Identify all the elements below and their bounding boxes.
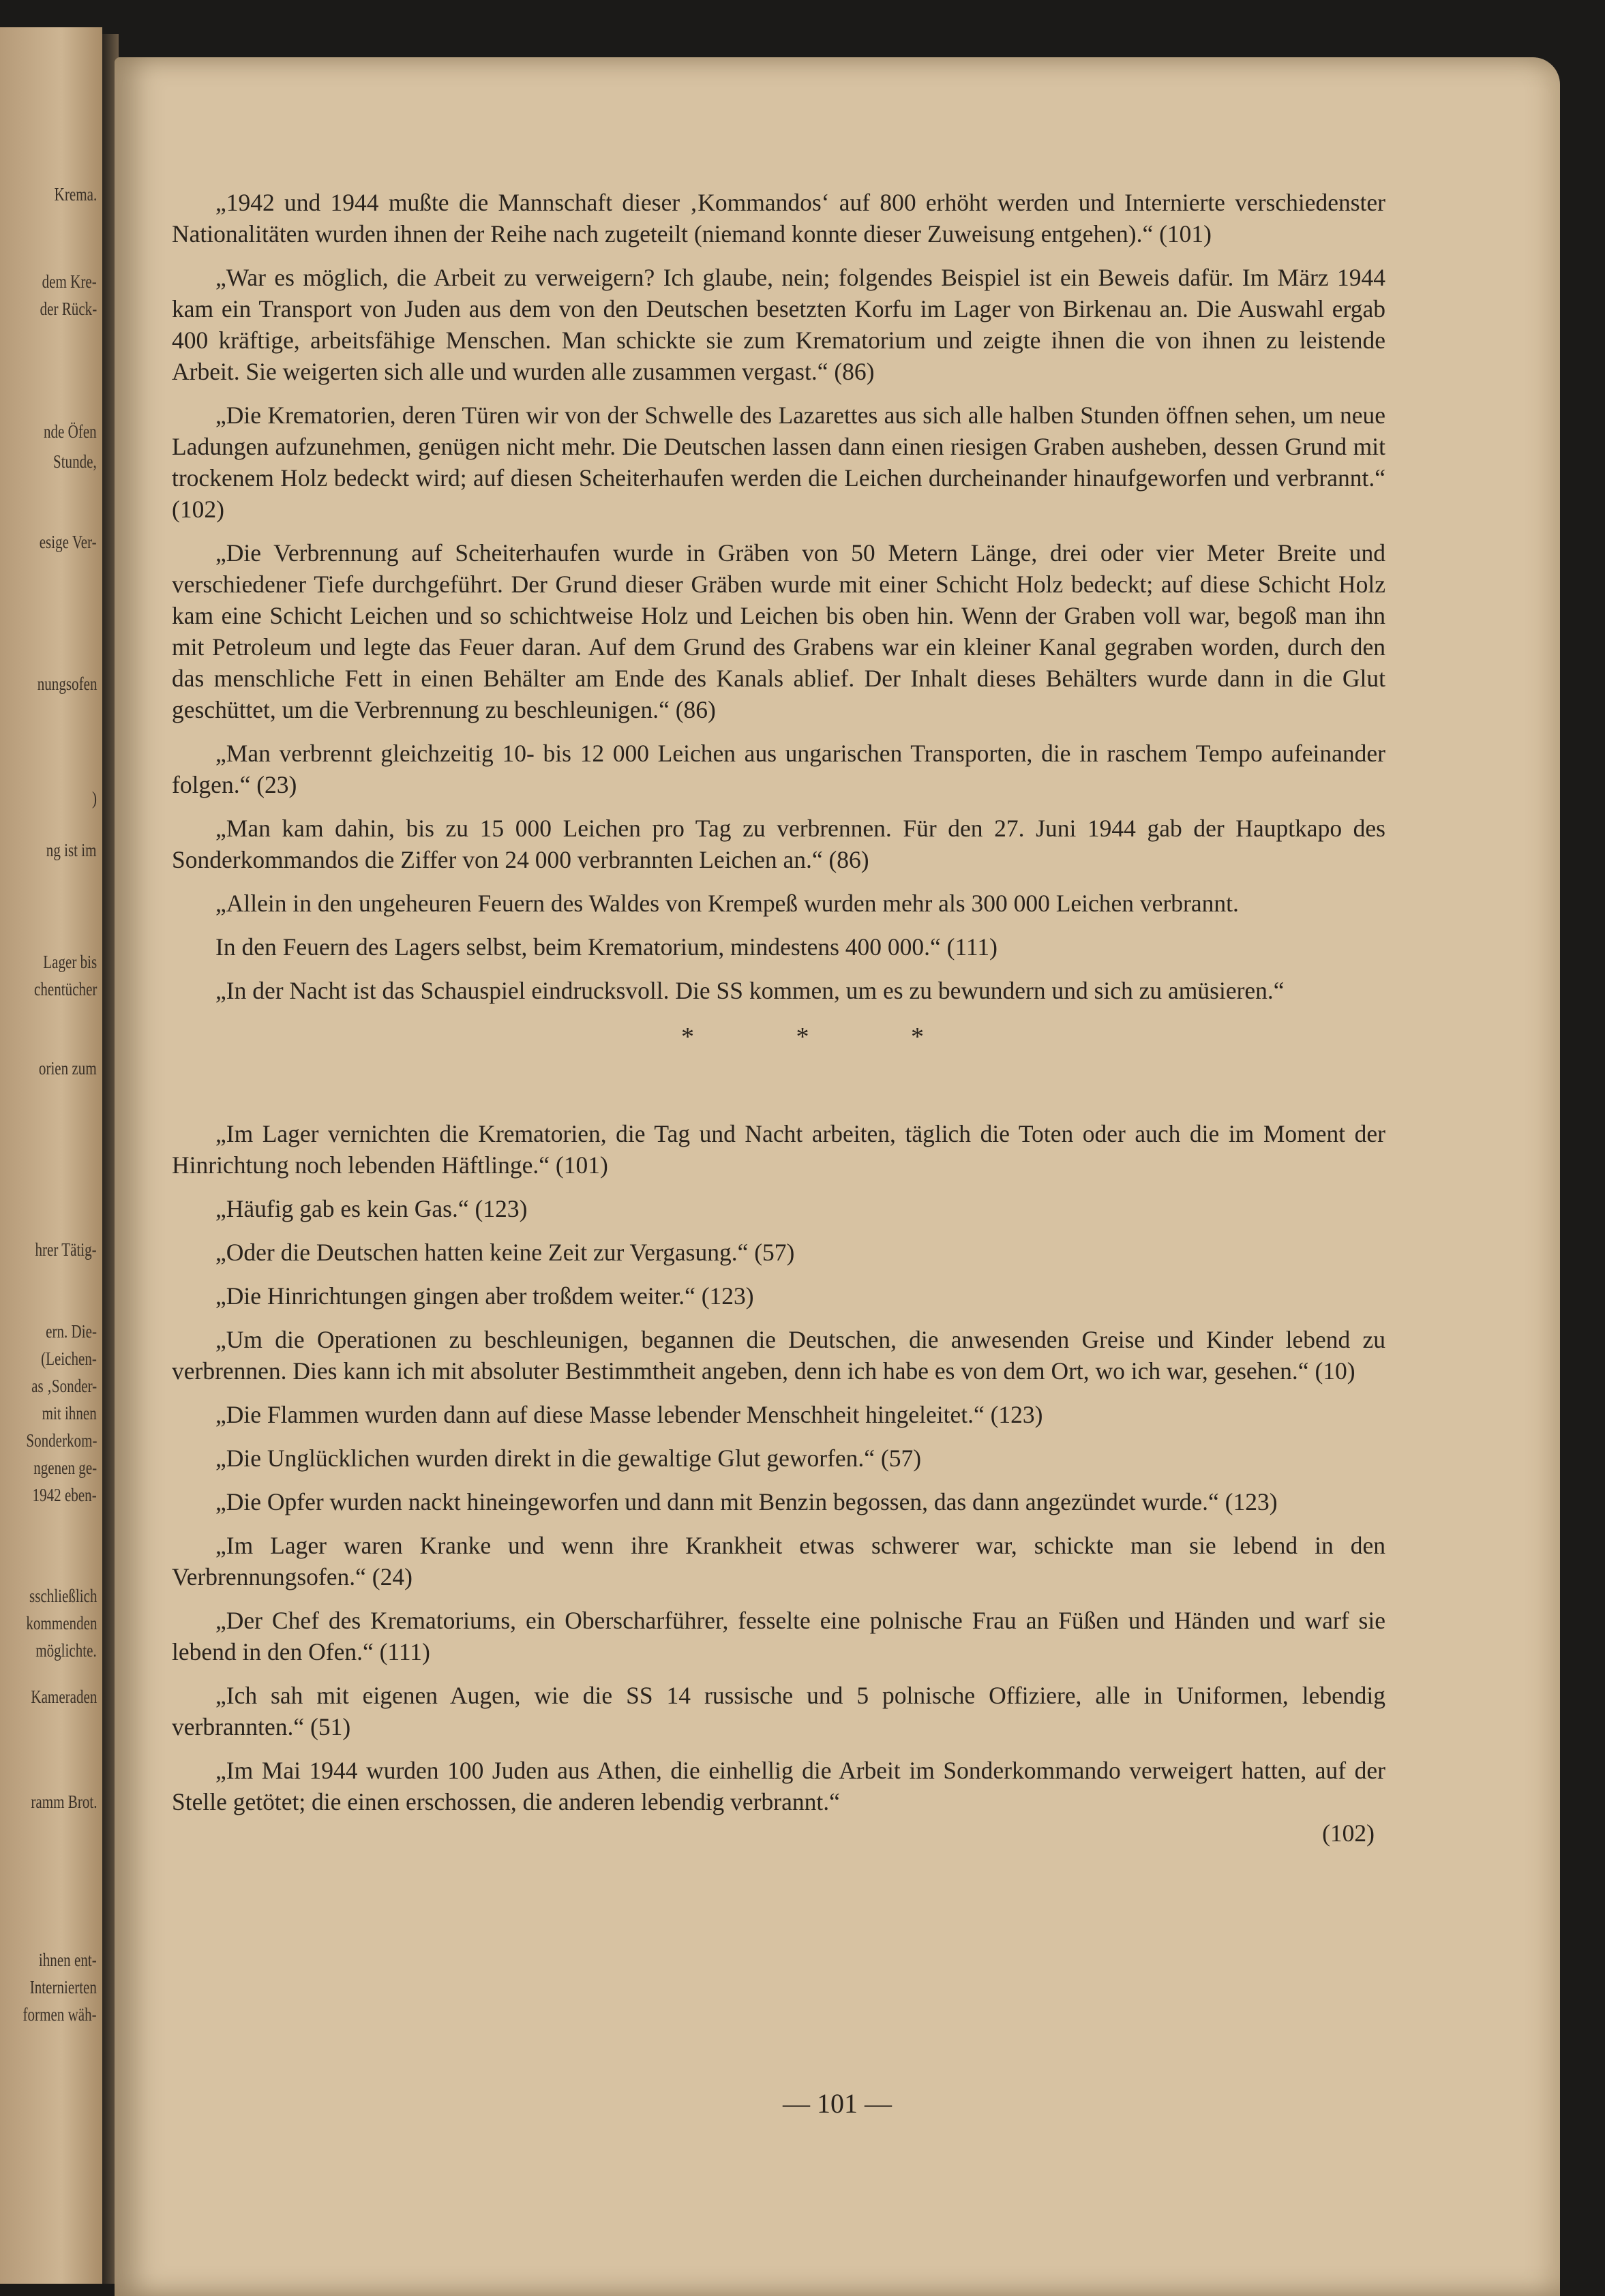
left-page-fragment: mit ihnen [42, 1403, 97, 1423]
left-page-fragment: orien zum [39, 1058, 97, 1078]
left-page-fragment: chentücher [33, 979, 97, 999]
paragraph: „Allein in den ungeheuren Feuern des Waldes von Krempeß wurden mehr als 300 000 Leichen verbrannt. [215, 890, 1239, 917]
paragraph: „Um die Operationen zu beschleunigen, begannen die Deutschen, die anwesenden Greise und Kinder lebend zu verbrennen. Dies kann ich mit absoluter Bestimmtheit angeben, denn ich habe es von dem Ort, wo ich war, gesehen.“ (10) [172, 1326, 1385, 1385]
paragraph: „Die Unglücklichen wurden direkt in die gewaltige Glut geworfen.“ (57) [215, 1445, 922, 1472]
page-number: — 101 — [783, 2088, 892, 2119]
paragraph: „Die Hinrichtungen gingen aber troßdem weiter.“ (123) [215, 1282, 754, 1310]
paragraph: „Die Verbrennung auf Scheiterhaufen wurde in Gräben von 50 Metern Länge, drei oder vier Meter Breite und verschiedener Tiefe durchgeführt. Der Grund dieser Gräben wurde mit einer Schicht Holz bedeckt; auf diese Schicht Holz kam eine Schicht Leichen und so schichtweise Holz und Leichen bis oben hin. Wenn der Graben voll war, begoß man ihn mit Petroleum und legte das Feuer daran. Auf dem Grund des Grabens war ein kleiner Kanal gegraben worden, durch den das menschliche Fett in einen Behälter am Ende des Kanals ablief. Der Inhalt dieses Behälters wurde dann in die Glut geschüttet, um die Verbrennung zu beschleunigen.“ (86) [172, 539, 1385, 723]
left-page-fragment: ramm Brot. [30, 1792, 97, 1812]
left-page-fragment: Krema. [54, 184, 97, 205]
left-page-fragment: hrer Tätig- [35, 1239, 97, 1260]
left-page-fragment: formen wäh- [22, 2004, 97, 2025]
paragraph: „Man verbrennt gleichzeitig 10- bis 12 000 Leichen aus ungarischen Transporten, die in raschem Tempo aufeinander folgen.“ (23) [172, 740, 1385, 798]
final-reference: (102) [1322, 1819, 1375, 1847]
section-separator: * * * [681, 1023, 972, 1051]
left-page-fragment: Kameraden [30, 1687, 97, 1707]
left-page-fragment: Internierten [29, 1977, 97, 1997]
paragraph: „1942 und 1944 mußte die Mannschaft dieser ‚Kommandos‘ auf 800 erhöht werden und Internierte verschiedenster Nationalitäten wurden ihnen der Reihe nach zugeteilt (niemand konnte dieser Zuweisung entgehen).“ (101) [172, 189, 1385, 247]
left-page-fragment: der Rück- [40, 299, 97, 319]
page-body [172, 187, 1385, 1849]
left-page-fragment: Sonderkom- [25, 1430, 97, 1451]
left-page-fragment: kommenden [25, 1613, 97, 1633]
paragraph: In den Feuern des Lagers selbst, beim Krematorium, mindestens 400 000.“ (111) [215, 933, 997, 961]
left-page-fragment: möglichte. [35, 1640, 97, 1661]
left-page-fragment: nde Öfen [44, 421, 97, 442]
left-page-fragment: dem Kre- [42, 271, 97, 292]
left-page-fragment: ihnen ent- [39, 1950, 97, 1970]
paragraph: „Im Lager waren Kranke und wenn ihre Krankheit etwas schwerer war, schickte man sie lebend in den Verbrennungsofen.“ (24) [172, 1532, 1385, 1590]
paragraph: „Im Mai 1944 wurden 100 Juden aus Athen, die einhellig die Arbeit im Sonderkommando verweigert hatten, auf der Stelle getötet; die einen erschossen, die anderen lebendig verbrannt.“ [172, 1757, 1385, 1815]
paragraph: „Die Krematorien, deren Türen wir von der Schwelle des Lazarettes aus sich alle halben Stunden öffnen sehen, um neue Ladungen aufzunehmen, genügen nicht mehr. Die Deutschen lassen dann einen riesigen Graben ausheben, dessen Grund mit trockenem Holz bedeckt wird; auf diesen Scheiterhaufen werden die Leichen durcheinander hinaufgeworfen und verbrannt.“ (102) [172, 402, 1385, 523]
paragraph: „Im Lager vernichten die Krematorien, die Tag und Nacht arbeiten, täglich die Toten oder auch die im Moment der Hinrichtung noch lebenden Häftlinge.“ (101) [172, 1120, 1385, 1179]
left-page-fragment: (Leichen- [41, 1348, 97, 1369]
left-page-edge [0, 27, 102, 2284]
left-page-fragment: ng ist im [46, 840, 97, 860]
left-page-fragment: Stunde, [53, 451, 97, 472]
left-page-fragment: esige Ver- [40, 532, 97, 552]
left-page-fragment: Lager bis [43, 952, 97, 972]
left-page-fragment: ) [91, 788, 97, 809]
paragraph: „In der Nacht ist das Schauspiel eindrucksvoll. Die SS kommen, um es zu bewundern und sich zu amüsieren.“ [215, 977, 1285, 1004]
paragraph: „Man kam dahin, bis zu 15 000 Leichen pro Tag zu verbrennen. Für den 27. Juni 1944 gab der Hauptkapo des Sonderkommandos die Ziffer von 24 000 verbrannten Leichen an.“ (86) [172, 815, 1385, 873]
left-page-fragment: 1942 eben- [32, 1485, 97, 1505]
left-page-fragment: ngenen ge- [33, 1457, 97, 1478]
paragraph: „Ich sah mit eigenen Augen, wie die SS 14 russische und 5 polnische Offiziere, alle in Uniformen, lebendig verbrannten.“ (51) [172, 1682, 1385, 1740]
paragraph: „War es möglich, die Arbeit zu verweigern? Ich glaube, nein; folgendes Beispiel ist ein Beweis dafür. Im März 1944 kam ein Transport von Juden aus dem von den Deutschen besetzten Korfu im Lager von Birkenau an. Die Auswahl ergab 400 kräftige, arbeitsfähige Menschen. Man schickte sie zum Krematorium und zeigte ihnen die von ihnen zu leistende Arbeit. Sie weigerten sich alle und wurden alle zusammen vergast.“ (86) [172, 264, 1385, 385]
left-page-fragment: ern. Die- [46, 1321, 97, 1342]
paragraph: „Die Opfer wurden nackt hineingeworfen und dann mit Benzin begossen, das dann angezündet wurde.“ (123) [215, 1488, 1278, 1515]
left-page-fragment: nungsofen [37, 674, 97, 694]
paragraph: „Oder die Deutschen hatten keine Zeit zur Vergasung.“ (57) [215, 1239, 795, 1266]
left-page-fragment: sschließlich [29, 1586, 97, 1606]
paragraph: „Häufig gab es kein Gas.“ (123) [215, 1195, 528, 1222]
paragraph: „Die Flammen wurden dann auf diese Masse lebender Menschheit hingeleitet.“ (123) [215, 1401, 1043, 1428]
right-page [115, 57, 1560, 2296]
paragraph: „Der Chef des Krematoriums, ein Oberscharführer, fesselte eine polnische Frau an Füßen und Händen und warf sie lebend in den Ofen.“ (111) [172, 1607, 1385, 1665]
left-page-fragment: as ‚Sonder- [31, 1376, 97, 1396]
